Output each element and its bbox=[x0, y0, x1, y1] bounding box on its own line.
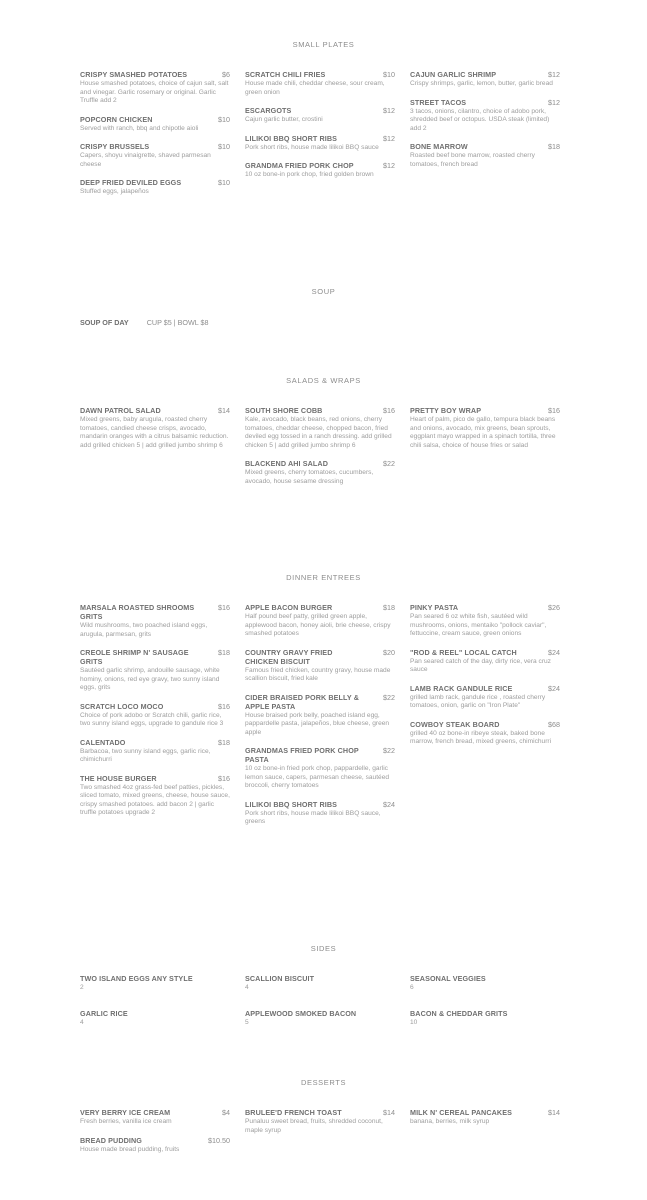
menu-item-price: $10 bbox=[218, 178, 230, 187]
menu-item bbox=[410, 98, 560, 134]
menu-item-description: 10 bbox=[410, 1018, 418, 1026]
menu-item-price: $16 bbox=[218, 603, 230, 612]
menu-item-description: Punaluu sweet bread, fruits, shredded coconut, maple syrup bbox=[245, 1118, 383, 1134]
menu-item-name: POPCORN CHICKEN bbox=[80, 114, 153, 124]
menu-item bbox=[410, 142, 560, 169]
menu-item-description: Heart of palm, pico de gallo, tempura black beans and onions, avocado, mix greens, bean sprouts, eggplant mayo wrapped in a spinach tortilla, three chili salsa, choice of house fries or salad bbox=[410, 416, 556, 449]
menu-item-name: LILIKOI BBQ SHORT RIBS bbox=[245, 799, 338, 809]
menu-item-name: GRANDMAS FRIED PORK CHOP PASTA bbox=[245, 746, 359, 764]
menu-item-description: 4 bbox=[245, 984, 249, 991]
menu-item bbox=[410, 1009, 560, 1028]
menu-item bbox=[80, 142, 230, 169]
menu-item-price: $18 bbox=[548, 142, 560, 151]
menu-item-description: Famous fried chicken, country gravy, house made scallion biscuit, fried kale bbox=[245, 666, 391, 682]
menu-item-name: VERY BERRY ICE CREAM bbox=[80, 1108, 171, 1117]
menu-item-description: Two smashed 4oz grass-fed beef patties, pickles, sliced tomato, mixed greens, cheese, house sauce, crispy smashed potatoes. add bacon 2 | garlic truffle potatoes upgrade 2 bbox=[80, 783, 230, 816]
menu-item bbox=[80, 1108, 230, 1127]
menu-item bbox=[410, 1108, 560, 1127]
menu-item bbox=[245, 1108, 395, 1135]
menu-item-description: 5 bbox=[245, 1018, 249, 1026]
menu-item-price: $10.50 bbox=[208, 1135, 230, 1145]
menu-item-price: $16 bbox=[218, 773, 230, 783]
menu-item-description: Capers, shoyu vinaigrette, shaved parmesan cheese bbox=[80, 152, 211, 168]
menu-item-price: $12 bbox=[383, 133, 395, 143]
menu-item-price: $12 bbox=[383, 161, 395, 170]
menu-item-description: Wild mushrooms, two poached island eggs, arugula, parmesan, grits bbox=[80, 622, 208, 638]
menu-item bbox=[245, 1009, 395, 1028]
menu-item-name: CIDER BRAISED PORK BELLY & APPLE PASTA bbox=[245, 692, 360, 711]
menu-item-name: SCRATCH LOCO MOCO bbox=[80, 701, 164, 711]
menu-item-name: CAJUN GARLIC SHRIMP bbox=[410, 70, 497, 79]
menu-item bbox=[245, 800, 395, 827]
sides-col-1 bbox=[80, 974, 230, 1043]
menu-item bbox=[410, 406, 560, 450]
menu-item-name: DAWN PATROL SALAD bbox=[80, 406, 161, 415]
menu-item bbox=[80, 702, 230, 729]
menu-item-price: $18 bbox=[383, 603, 395, 612]
desserts-col-3 bbox=[410, 1108, 560, 1136]
menu-item-price: $26 bbox=[548, 603, 560, 612]
small-plates-col-1 bbox=[80, 70, 230, 206]
menu-item-description: 3 tacos, onions, cilantro, choice of adobo pork, shredded beef or octopus. USDA steak (limited) add 2 bbox=[410, 107, 550, 132]
menu-item-name: BONE MARROW bbox=[410, 142, 468, 151]
menu-item-price: $16 bbox=[383, 406, 395, 415]
menu-item-price: $10 bbox=[383, 70, 395, 79]
menu-item-name: LILIKOI BBQ SHORT RIBS bbox=[245, 133, 338, 143]
menu-item-description: Barbacoa, two sunny island eggs, garlic rice, chimichurri bbox=[80, 747, 211, 763]
menu-item-description: House made chili, cheddar cheese, sour cream, green onion bbox=[245, 80, 385, 96]
menu-item bbox=[410, 648, 560, 675]
menu-item-price: $24 bbox=[383, 799, 395, 809]
menu-item-description: Pan seared catch of the day, dirty rice, vera cruz sauce bbox=[410, 657, 551, 673]
menu-item-description: 10 oz bone-in pork chop, fried golden brown bbox=[245, 171, 374, 178]
section-title-entrees: DINNER ENTREES bbox=[286, 573, 361, 582]
menu-item-name: TWO ISLAND EGGS ANY STYLE bbox=[80, 974, 193, 983]
soup-price: CUP $5 | BOWL $8 bbox=[146, 318, 209, 327]
menu-item-name: COUNTRY GRAVY FRIED CHICKEN BISCUIT bbox=[245, 647, 333, 666]
menu-item-name: BRULEE'D FRENCH TOAST bbox=[245, 1108, 342, 1117]
menu-item bbox=[245, 974, 395, 993]
menu-item bbox=[410, 720, 560, 747]
menu-item-price: $6 bbox=[222, 70, 230, 79]
menu-item-description: Pork short ribs, house made lilikoi BBQ sauce bbox=[245, 143, 379, 151]
menu-item-price: $22 bbox=[383, 692, 395, 702]
menu-item-name: MILK N' CEREAL PANCAKES bbox=[410, 1108, 512, 1117]
menu-item bbox=[245, 648, 395, 684]
menu-item-description: Stuffed eggs, jalapeños bbox=[80, 188, 149, 195]
menu-item-price: $10 bbox=[218, 142, 230, 151]
menu-item bbox=[80, 115, 230, 134]
menu-item bbox=[80, 1136, 230, 1155]
menu-item-price: $12 bbox=[548, 70, 560, 79]
menu-item-description: Pork short ribs, house made lilikoi BBQ sauce, greens bbox=[245, 809, 381, 825]
menu-item-price: $68 bbox=[548, 719, 560, 729]
section-title-desserts: DESSERTS bbox=[300, 1078, 347, 1087]
menu-item-price: $22 bbox=[383, 746, 395, 755]
menu-item-description: Crispy shrimps, garlic, lemon, butter, garlic bread bbox=[410, 80, 553, 87]
menu-item-description: House smashed potatoes, choice of cajun salt, salt and vinegar. Garlic rosemary or original. Garlic Truffle add 2 bbox=[80, 80, 229, 104]
section-title-salads: SALADS & WRAPS bbox=[286, 376, 361, 385]
menu-item bbox=[245, 603, 395, 639]
menu-item-description: 2 bbox=[80, 984, 84, 991]
menu-item bbox=[410, 603, 560, 639]
menu-item-description: 4 bbox=[80, 1018, 84, 1026]
menu-item-description: grilled lamb rack, gandule rice , roasted cherry tomatoes, onion, garlic on "Iron Plate" bbox=[410, 693, 546, 709]
menu-item bbox=[80, 774, 230, 818]
menu-item-price: $24 bbox=[548, 683, 560, 693]
section-title-small-plates: SMALL PLATES bbox=[292, 40, 355, 49]
menu-item-price: $12 bbox=[383, 106, 395, 115]
menu-item-description: Half pound beef patty, grilled green apple, applewood bacon, honey aioli, brie cheese, crispy smashed potatoes bbox=[245, 613, 391, 637]
menu-item-price: $12 bbox=[548, 97, 560, 107]
salads-col-1 bbox=[80, 406, 230, 459]
menu-item bbox=[245, 693, 395, 738]
menu-item-name: CALENTADO bbox=[80, 737, 126, 747]
desserts-col-1 bbox=[80, 1108, 230, 1163]
sides-col-3 bbox=[410, 974, 560, 1043]
menu-item-name: BACON & CHEDDAR GRITS bbox=[410, 1008, 508, 1018]
soup-name: SOUP OF DAY bbox=[80, 318, 129, 327]
menu-item-price: $4 bbox=[222, 1108, 230, 1117]
menu-item-description: Choice of pork adobo or Scratch chili, garlic rice, two sunny island eggs, upgrade to gandule rice 3 bbox=[80, 711, 224, 727]
menu-item-name: BREAD PUDDING bbox=[80, 1135, 142, 1145]
menu-item-description: Kale, avocado, black beans, red onions, cherry tomatoes, cheddar cheese, chopped bacon, fried deviled egg tossed in a ranch dressing. add grilled chicken 5 | add grilled jumbo shrimp 6 bbox=[245, 416, 392, 449]
salads-col-2 bbox=[245, 406, 395, 495]
menu-item-name: COWBOY STEAK BOARD bbox=[410, 719, 500, 729]
menu-item-price: $16 bbox=[548, 406, 560, 415]
menu-item-price: $24 bbox=[548, 647, 560, 657]
menu-item-price: $14 bbox=[383, 1108, 395, 1117]
sides-col-2 bbox=[245, 974, 395, 1043]
menu-item bbox=[410, 70, 560, 89]
menu-item-name: APPLE BACON BURGER bbox=[245, 603, 333, 612]
menu-item-name: STREET TACOS bbox=[410, 97, 467, 107]
menu-item bbox=[245, 134, 395, 153]
menu-item-description: Pan seared 6 oz white fish, sautéed wild mushrooms, onions, mentaiko "pollock caviar", fettuccine, cream sauce, green onions bbox=[410, 613, 547, 637]
salads-col-3 bbox=[410, 406, 560, 459]
menu-item-price: $20 bbox=[383, 647, 395, 657]
menu-item-name: THE HOUSE BURGER bbox=[80, 773, 157, 783]
menu-item-price: $18 bbox=[218, 648, 230, 657]
menu-item-name: DEEP FRIED DEVILED EGGS bbox=[80, 178, 182, 187]
menu-item bbox=[80, 178, 230, 197]
menu-item-name: ESCARGOTS bbox=[245, 106, 292, 115]
menu-item-description: 10 oz bone-in fried pork chop, pappardelle, garlic lemon sauce, capers, parmesan cheese, sautéed broccoli, cherry tomatoes bbox=[245, 765, 390, 789]
menu-item-name: SCALLION BISCUIT bbox=[245, 974, 315, 983]
menu-item-name: LAMB RACK GANDULE RICE bbox=[410, 683, 513, 693]
menu-item bbox=[410, 684, 560, 711]
menu-item bbox=[80, 70, 230, 106]
menu-item-name: SEASONAL VEGGIES bbox=[410, 974, 486, 983]
menu-item-name: GARLIC RICE bbox=[80, 1008, 128, 1018]
menu-item-price: $10 bbox=[218, 114, 230, 124]
entrees-col-1 bbox=[80, 603, 230, 827]
menu-item-name: GRANDMA FRIED PORK CHOP bbox=[245, 161, 354, 170]
menu-item-description: Sautéed garlic shrimp, andouille sausage, white hominy, onions, red eye gravy, two sunny island eggs, grits bbox=[80, 667, 220, 691]
menu-item bbox=[80, 603, 230, 639]
menu-item bbox=[80, 648, 230, 693]
menu-item bbox=[80, 738, 230, 765]
menu-item-name: MARSALA ROASTED SHROOMS GRITS bbox=[80, 603, 195, 621]
menu-item-description: grilled 40 oz bone-in ribeye steak, baked bone marrow, french bread, mixed greens, chimichurri bbox=[410, 729, 552, 745]
menu-item-description: Cajun garlic butter, crostini bbox=[245, 116, 323, 123]
menu-item-name: BLACKEND AHI SALAD bbox=[245, 459, 328, 468]
menu-item bbox=[410, 974, 560, 993]
menu-item-price: $16 bbox=[218, 701, 230, 711]
menu-item-description: House made bread pudding, fruits bbox=[80, 1145, 180, 1153]
menu-item-name: APPLEWOOD SMOKED BACON bbox=[245, 1008, 357, 1018]
menu-item-description: Mixed greens, cherry tomatoes, cucumbers, avocado, house sesame dressing bbox=[245, 469, 374, 485]
menu-item-description: banana, berries, milk syrup bbox=[410, 1118, 490, 1125]
menu-item-description: 6 bbox=[410, 984, 414, 991]
section-title-sides: SIDES bbox=[310, 944, 337, 953]
menu-item-name: SOUTH SHORE COBB bbox=[245, 406, 323, 415]
menu-item-name: CRISPY SMASHED POTATOES bbox=[80, 70, 188, 79]
menu-item bbox=[245, 161, 395, 180]
menu-item bbox=[245, 106, 395, 125]
entrees-col-2 bbox=[245, 603, 395, 836]
entrees-col-3 bbox=[410, 603, 560, 756]
menu-item-name: CREOLE SHRIMP N' SAUSAGE GRITS bbox=[80, 648, 189, 666]
menu-item bbox=[80, 1009, 230, 1028]
menu-item-name: "ROD & REEL" LOCAL CATCH bbox=[410, 647, 517, 657]
menu-item-name: CRISPY BRUSSELS bbox=[80, 142, 150, 151]
small-plates-col-3 bbox=[410, 70, 560, 178]
menu-item bbox=[245, 406, 395, 450]
menu-item bbox=[80, 974, 230, 993]
section-title-soup: SOUP bbox=[311, 287, 336, 296]
menu-item-description: House braised pork belly, poached island egg, pappardelle pasta, jalapeños, blue cheese, green apple bbox=[245, 711, 390, 736]
menu-item-description: Mixed greens, baby arugula, roasted cherry tomatoes, candied cheese crisps, avocado, mandarin oranges with a citrus balsamic reduction. add grilled chicken 5 | add grilled jumbo shrimp 6 bbox=[80, 416, 229, 449]
menu-item bbox=[245, 70, 395, 97]
menu-item-description: Roasted beef bone marrow, roasted cherry tomatoes, french bread bbox=[410, 152, 535, 168]
menu-item-name: SCRATCH CHILI FRIES bbox=[245, 70, 326, 79]
menu-item-price: $14 bbox=[548, 1108, 560, 1117]
menu-item bbox=[245, 459, 395, 486]
soup-of-day-row bbox=[80, 318, 209, 327]
desserts-col-2 bbox=[245, 1108, 395, 1144]
small-plates-col-2 bbox=[245, 70, 395, 189]
menu-item-description: Served with ranch, bbq and chipotle aioli bbox=[80, 124, 199, 132]
menu-item bbox=[245, 746, 395, 791]
menu-item-price: $18 bbox=[218, 737, 230, 747]
menu-item-price: $14 bbox=[218, 406, 230, 415]
menu-item-price: $22 bbox=[383, 459, 395, 468]
menu-item bbox=[80, 406, 230, 450]
menu-item-description: Fresh berries, vanilla ice cream bbox=[80, 1118, 172, 1125]
menu-item-name: PINKY PASTA bbox=[410, 603, 459, 612]
menu-item-name: PRETTY BOY WRAP bbox=[410, 406, 482, 415]
